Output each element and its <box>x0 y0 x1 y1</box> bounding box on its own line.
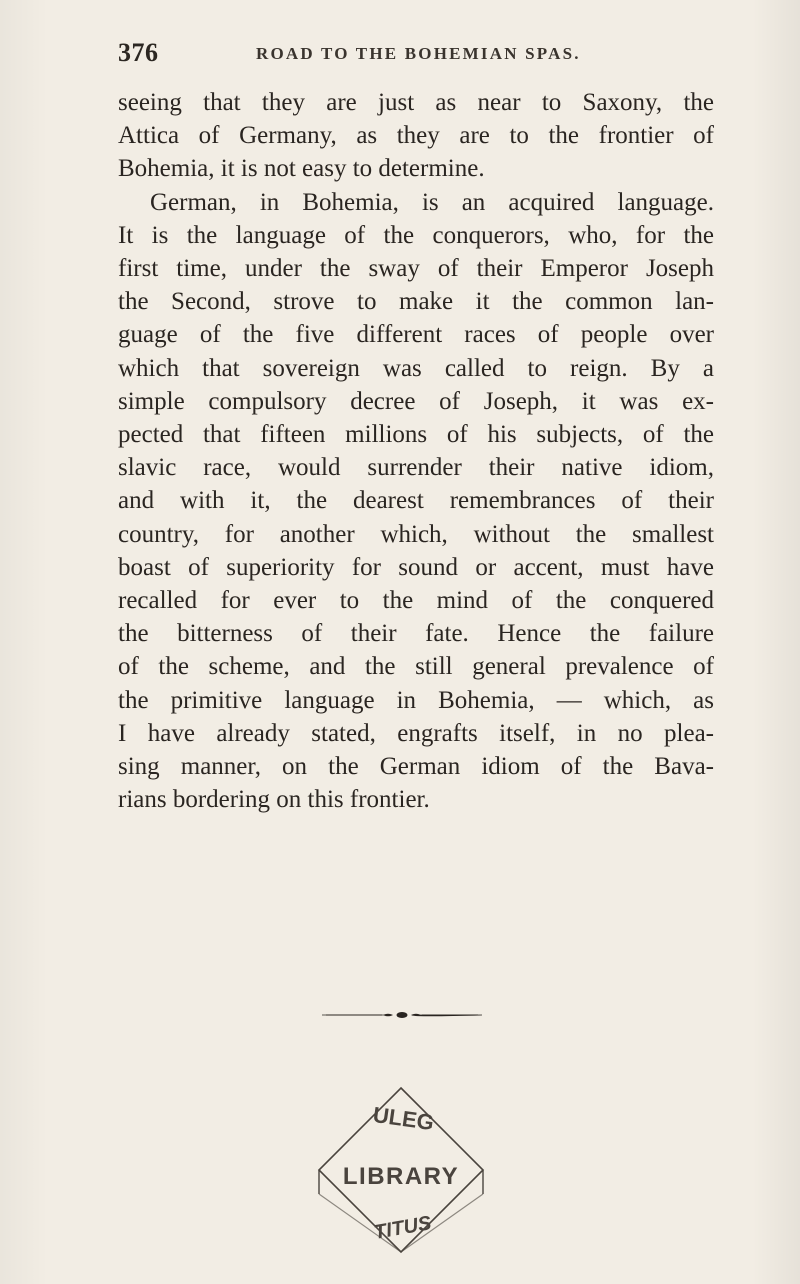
text-line: the bitterness of their fate. Hence the failure <box>118 620 714 648</box>
body-text <box>118 86 714 816</box>
library-stamp <box>313 1082 489 1258</box>
text-line: guage of the five different races of people over <box>118 321 714 349</box>
stamp-bottom-text: TITUS <box>372 1212 434 1244</box>
text-line: country, for another which, without the smallest <box>118 520 714 548</box>
text-line: slavic race, would surrender their native idiom, <box>118 454 714 482</box>
text-line: seeing that they are just as near to Saxony, the <box>118 89 714 116</box>
text-line: the primitive language in Bohemia, — which, as <box>118 686 714 714</box>
text-line: I have already stated, engrafts itself, in no plea- <box>118 719 714 747</box>
text-line: sing manner, on the German idiom of the Bava- <box>118 753 714 781</box>
text-line: recalled for ever to the mind of the conquered <box>118 587 714 615</box>
text-line: Attica of Germany, as they are to the frontier of <box>118 122 714 150</box>
text-line: and with it, the dearest remembrances of their <box>118 487 714 515</box>
text-line: first time, under the sway of their Emperor Joseph <box>118 255 714 283</box>
text-line: It is the language of the conquerors, who, for the <box>118 221 714 249</box>
stamp-center-text: LIBRARY <box>342 1163 460 1190</box>
text-line: boast of superiority for sound or accent, must have <box>118 553 714 581</box>
text-line: rians bordering on this frontier. <box>118 786 430 814</box>
text-line: pected that fifteen millions of his subjects, of the <box>118 421 714 449</box>
section-ornament-icon <box>322 1010 482 1020</box>
text-line: of the scheme, and the still general prevalence of <box>118 653 714 681</box>
text-line: German, in Bohemia, is an acquired language. <box>150 188 714 216</box>
stamp-top-text: ULEG <box>371 1101 436 1136</box>
page-number: 376 <box>118 38 159 67</box>
text-line: simple compulsory decree of Joseph, it was ex- <box>118 387 714 415</box>
text-line: the Second, strove to make it the common lan- <box>118 288 714 316</box>
running-head <box>118 38 678 68</box>
running-title: ROAD TO THE BOHEMIAN SPAS. <box>256 44 581 63</box>
text-line: Bohemia, it is not easy to determine. <box>118 155 485 183</box>
text-line: which that sovereign was called to reign. By a <box>118 354 714 382</box>
